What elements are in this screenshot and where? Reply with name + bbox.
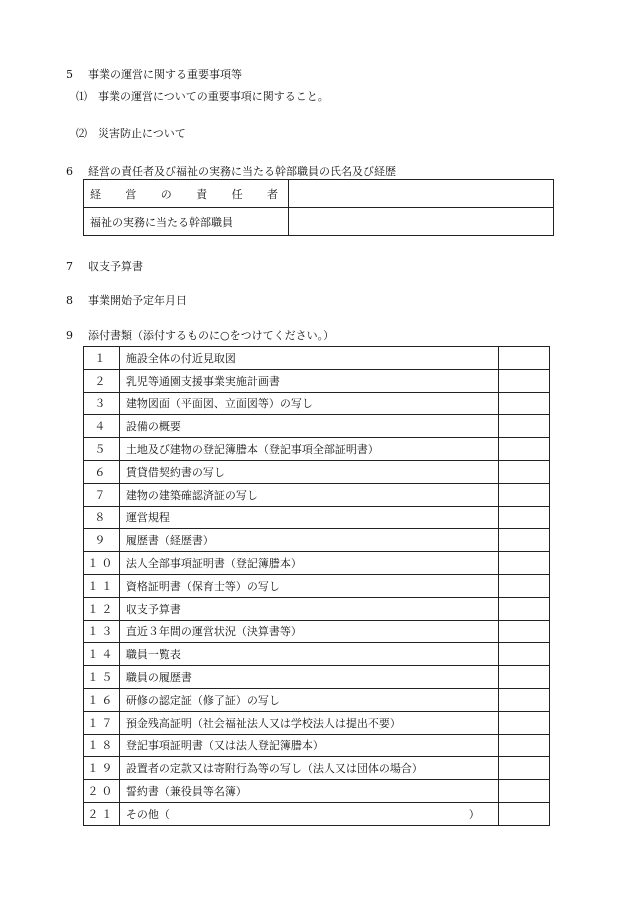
check-cell[interactable] <box>498 574 549 597</box>
document-name: 運営規程 <box>119 506 498 529</box>
row-number: ２０ <box>84 780 120 803</box>
check-cell[interactable] <box>498 666 549 689</box>
table-row <box>84 552 550 575</box>
section-5 <box>66 66 242 82</box>
document-name: 資格証明書（保育士等）の写し <box>119 574 498 597</box>
table-row <box>84 757 550 780</box>
check-cell[interactable] <box>498 460 549 483</box>
row-number: ９ <box>84 529 120 552</box>
row-number: ５ <box>84 438 120 461</box>
table-row <box>84 802 550 825</box>
table-row <box>84 369 550 392</box>
manager-value-cell[interactable] <box>289 180 554 208</box>
staff-label: 福祉の実務に当たる幹部職員 <box>84 208 289 236</box>
label-char: 経 <box>90 187 101 201</box>
row-number: ４ <box>84 415 120 438</box>
row-number: １０ <box>84 552 120 575</box>
document-name: 登記事項証明書（又は法人登記簿謄本） <box>119 734 498 757</box>
table-row <box>84 506 550 529</box>
row-number: ６ <box>84 460 120 483</box>
table-row <box>84 460 550 483</box>
table-row <box>84 643 550 666</box>
table-row <box>84 734 550 757</box>
section-5-1 <box>76 88 329 104</box>
check-cell[interactable] <box>498 483 549 506</box>
document-name: 土地及び建物の登記簿謄本（登記事項全部証明書） <box>119 438 498 461</box>
section-9 <box>66 327 334 343</box>
document-name: 法人全部事項証明書（登記簿謄本） <box>119 552 498 575</box>
row-number: ２１ <box>84 802 120 825</box>
table-row <box>84 483 550 506</box>
section-number: 8 <box>66 294 73 307</box>
row-number: １３ <box>84 620 120 643</box>
section-title: 添付書類（添付するものに○をつけてください。） <box>88 329 335 342</box>
document-name: 職員一覧表 <box>119 643 498 666</box>
document-name: 収支予算書 <box>119 597 498 620</box>
table-row <box>84 711 550 734</box>
section-number: 9 <box>66 329 73 342</box>
document-name: 乳児等通園支援事業実施計画書 <box>119 369 498 392</box>
check-cell[interactable] <box>498 369 549 392</box>
check-cell[interactable] <box>498 757 549 780</box>
check-cell[interactable] <box>498 415 549 438</box>
row-number: １５ <box>84 666 120 689</box>
row-number: ２ <box>84 369 120 392</box>
section-number: 7 <box>66 260 73 273</box>
check-cell[interactable] <box>498 711 549 734</box>
document-name: 設置者の定款又は寄附行為等の写し（法人又は団体の場合） <box>119 757 498 780</box>
table-row <box>84 392 550 415</box>
item-number: ⑴ <box>76 90 87 103</box>
table-row <box>84 620 550 643</box>
table-row <box>84 780 550 803</box>
check-cell[interactable] <box>498 347 549 370</box>
check-cell[interactable] <box>498 734 549 757</box>
row-number: １ <box>84 347 120 370</box>
document-name: 直近３年間の運営状況（決算書等） <box>119 620 498 643</box>
row-number: １１ <box>84 574 120 597</box>
row-number: ８ <box>84 506 120 529</box>
table-row <box>84 415 550 438</box>
table-row <box>84 180 554 208</box>
other-cell[interactable] <box>119 802 498 825</box>
check-cell[interactable] <box>498 438 549 461</box>
section-7 <box>66 258 143 274</box>
row-number: １４ <box>84 643 120 666</box>
check-cell[interactable] <box>498 688 549 711</box>
label-char: 任 <box>231 187 243 201</box>
table-row <box>84 529 550 552</box>
section-number: 6 <box>66 165 73 178</box>
section-title: 収支予算書 <box>88 260 143 273</box>
section-5-2 <box>76 125 186 141</box>
row-number: ３ <box>84 392 120 415</box>
document-name: 建物図面（平面図、立面図等）の写し <box>119 392 498 415</box>
check-cell[interactable] <box>498 506 549 529</box>
table-row <box>84 597 550 620</box>
section-6 <box>66 163 396 179</box>
check-cell[interactable] <box>498 597 549 620</box>
row-number: ７ <box>84 483 120 506</box>
section-8 <box>66 292 187 308</box>
item-text: 事業の運営についての重要事項に関すること。 <box>98 90 329 103</box>
table-row <box>84 347 550 370</box>
row-number: １７ <box>84 711 120 734</box>
check-cell[interactable] <box>498 529 549 552</box>
check-cell[interactable] <box>498 780 549 803</box>
document-name: 設備の概要 <box>119 415 498 438</box>
check-cell[interactable] <box>498 802 549 825</box>
section-title: 事業の運営に関する重要事項等 <box>88 68 242 81</box>
manager-label <box>84 180 289 208</box>
label-char: の <box>160 187 172 201</box>
staff-value-cell[interactable] <box>289 208 554 236</box>
section-number: 5 <box>66 68 73 81</box>
attachments-table <box>83 346 550 826</box>
document-name: 預金残高証明（社会福祉法人又は学校法人は提出不要） <box>119 711 498 734</box>
row-number: １２ <box>84 597 120 620</box>
section-title: 事業開始予定年月日 <box>88 294 187 307</box>
label-char: 営 <box>125 187 137 201</box>
row-number: １９ <box>84 757 120 780</box>
table-row <box>84 208 554 236</box>
document-name: 職員の履歴書 <box>119 666 498 689</box>
document-name: 賃貸借契約書の写し <box>119 460 498 483</box>
label-char: 者 <box>266 187 278 201</box>
document-name: 誓約書（兼役員等名簿） <box>119 780 498 803</box>
item-text: 災害防止について <box>98 127 186 140</box>
document-name: 研修の認定証（修了証）の写し <box>119 688 498 711</box>
other-open: その他（ <box>125 807 170 821</box>
label-char: 責 <box>196 187 208 201</box>
check-cell[interactable] <box>498 643 549 666</box>
table-row <box>84 666 550 689</box>
document-name: 履歴書（経歴書） <box>119 529 498 552</box>
management-table <box>83 179 554 236</box>
table-row <box>84 438 550 461</box>
section-title: 経営の責任者及び福祉の実務に当たる幹部職員の氏名及び経歴 <box>88 165 396 178</box>
row-number: １６ <box>84 688 120 711</box>
check-cell[interactable] <box>498 392 549 415</box>
table-row <box>84 688 550 711</box>
document-name: 建物の建築確認済証の写し <box>119 483 498 506</box>
document-name: 施設全体の付近見取図 <box>119 347 498 370</box>
other-close: ） <box>468 807 480 821</box>
check-cell[interactable] <box>498 620 549 643</box>
item-number: ⑵ <box>76 127 87 140</box>
row-number: １８ <box>84 734 120 757</box>
table-row <box>84 574 550 597</box>
check-cell[interactable] <box>498 552 549 575</box>
